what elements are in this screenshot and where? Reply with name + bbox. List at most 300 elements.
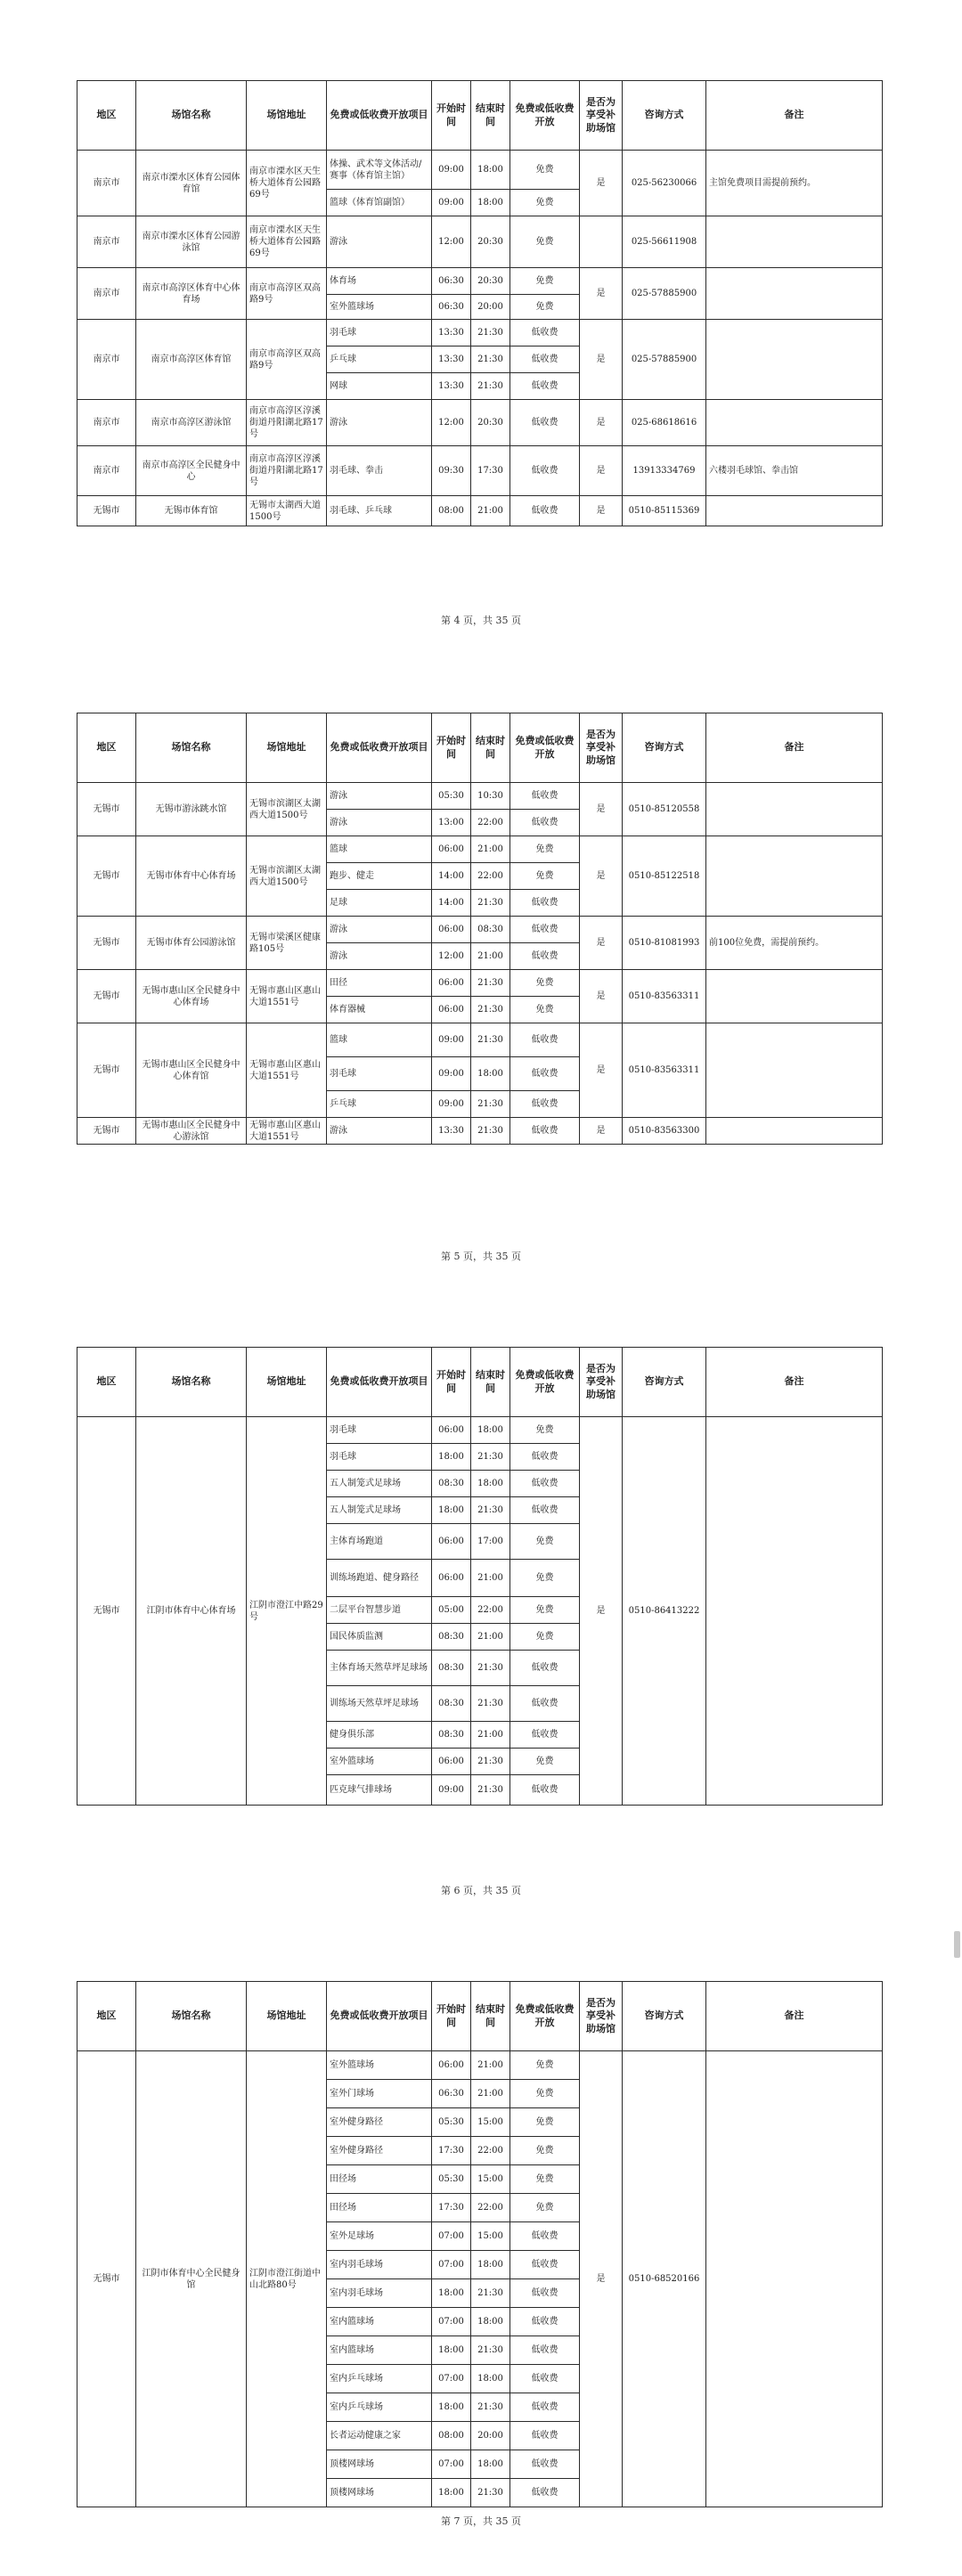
start-time-cell: 13:00	[432, 810, 471, 836]
fee-type-cell: 低收费	[510, 2479, 580, 2507]
end-time-cell: 22:00	[471, 810, 510, 836]
column-header: 备注	[706, 1982, 883, 2051]
remark-cell	[706, 1118, 883, 1145]
column-header: 咨询方式	[623, 713, 706, 783]
end-time-cell: 21:30	[471, 1686, 510, 1722]
end-time-cell: 21:30	[471, 2279, 510, 2308]
table-row	[77, 783, 883, 810]
start-time-cell: 08:30	[432, 1471, 471, 1497]
fee-type-cell: 低收费	[510, 1444, 580, 1471]
fee-type-cell: 低收费	[510, 496, 580, 526]
page-footer: 第 4 页，共 35 页	[441, 615, 521, 626]
venue-name-cell: 无锡市惠山区全民健身中心体育馆	[136, 1023, 247, 1118]
open-item-cell: 室外篮球场	[327, 2051, 432, 2080]
end-time-cell: 18:00	[471, 1057, 510, 1091]
open-item-cell: 羽毛球、拳击	[327, 446, 432, 496]
open-item-cell: 训练场天然草坪足球场	[327, 1686, 432, 1722]
fee-type-cell: 低收费	[510, 2336, 580, 2365]
table-row	[77, 400, 883, 446]
column-header: 地区	[77, 81, 136, 151]
column-header: 地区	[77, 713, 136, 783]
fee-type-cell: 免费	[510, 1417, 580, 1444]
open-item-cell: 室外门球场	[327, 2080, 432, 2108]
end-time-cell: 20:00	[471, 2422, 510, 2450]
remark-cell: 六楼羽毛球馆、拳击馆	[706, 446, 883, 496]
start-time-cell: 08:00	[432, 2422, 471, 2450]
table-header	[77, 713, 883, 783]
end-time-cell: 21:30	[471, 346, 510, 373]
venue-address-cell: 无锡市太湖西大道1500号	[247, 496, 327, 526]
open-item-cell: 跑步、健走	[327, 863, 432, 890]
subsidy-cell: 是	[580, 268, 623, 320]
column-header: 开始时间	[432, 713, 471, 783]
header-row	[77, 1348, 883, 1417]
open-item-cell: 网球	[327, 373, 432, 400]
open-item-cell: 顶楼网球场	[327, 2479, 432, 2507]
open-item-cell: 室内乒乓球场	[327, 2393, 432, 2422]
region-cell: 南京市	[77, 400, 136, 446]
end-time-cell: 18:00	[471, 190, 510, 216]
fee-type-cell: 低收费	[510, 1651, 580, 1686]
subsidy-cell: 是	[580, 2051, 623, 2507]
venue-address-cell: 江阴市澄江中路29号	[247, 1417, 327, 1806]
region-cell: 南京市	[77, 320, 136, 400]
contact-phone-cell: 025-57885900	[623, 268, 706, 320]
fee-type-cell: 低收费	[510, 810, 580, 836]
start-time-cell: 13:30	[432, 346, 471, 373]
remark-cell: 前100位免费，需提前预约。	[706, 917, 883, 970]
end-time-cell: 21:30	[471, 1118, 510, 1145]
table-header	[77, 1982, 883, 2051]
column-header: 场馆地址	[247, 1348, 327, 1417]
table-body	[77, 1417, 883, 1806]
fee-type-cell: 低收费	[510, 1023, 580, 1057]
subsidy-cell: 是	[580, 400, 623, 446]
start-time-cell: 12:00	[432, 216, 471, 268]
fee-type-cell: 免费	[510, 836, 580, 863]
column-header: 备注	[706, 1348, 883, 1417]
end-time-cell: 22:00	[471, 2194, 510, 2222]
start-time-cell: 18:00	[432, 2479, 471, 2507]
open-item-cell: 游泳	[327, 943, 432, 970]
remark-cell	[706, 400, 883, 446]
venue-address-cell: 无锡市梁溪区健康路105号	[247, 917, 327, 970]
start-time-cell: 08:30	[432, 1624, 471, 1651]
fee-type-cell: 低收费	[510, 2308, 580, 2336]
start-time-cell: 06:00	[432, 1524, 471, 1560]
end-time-cell: 21:30	[471, 1651, 510, 1686]
venue-table	[77, 1347, 883, 1806]
end-time-cell: 21:30	[471, 890, 510, 917]
scrollbar-thumb[interactable]	[954, 1931, 960, 1958]
fee-type-cell: 低收费	[510, 2251, 580, 2279]
venue-name-cell: 南京市高淳区体育馆	[136, 320, 247, 400]
start-time-cell: 14:00	[432, 890, 471, 917]
fee-type-cell: 免费	[510, 268, 580, 295]
fee-type-cell: 免费	[510, 1624, 580, 1651]
start-time-cell: 08:30	[432, 1686, 471, 1722]
end-time-cell: 18:00	[471, 151, 510, 190]
open-item-cell: 足球	[327, 890, 432, 917]
end-time-cell: 21:00	[471, 943, 510, 970]
fee-type-cell: 低收费	[510, 917, 580, 943]
contact-phone-cell: 13913334769	[623, 446, 706, 496]
column-header: 场馆名称	[136, 1982, 247, 2051]
start-time-cell: 07:00	[432, 2450, 471, 2479]
end-time-cell: 21:00	[471, 2080, 510, 2108]
start-time-cell: 07:00	[432, 2308, 471, 2336]
venue-address-cell: 南京市高淳区双高路9号	[247, 268, 327, 320]
start-time-cell: 07:00	[432, 2251, 471, 2279]
open-item-cell: 乒乓球	[327, 346, 432, 373]
open-item-cell: 室内羽毛球场	[327, 2279, 432, 2308]
venue-address-cell: 无锡市惠山区惠山大道1551号	[247, 1023, 327, 1118]
start-time-cell: 17:30	[432, 2194, 471, 2222]
column-header: 场馆名称	[136, 713, 247, 783]
column-header: 免费或低收费开放	[510, 1982, 580, 2051]
end-time-cell: 20:30	[471, 400, 510, 446]
start-time-cell: 06:00	[432, 997, 471, 1023]
fee-type-cell: 低收费	[510, 2279, 580, 2308]
contact-phone-cell: 0510-81081993	[623, 917, 706, 970]
remark-cell	[706, 970, 883, 1023]
start-time-cell: 06:00	[432, 1417, 471, 1444]
end-time-cell: 18:00	[471, 2308, 510, 2336]
start-time-cell: 13:30	[432, 320, 471, 346]
venue-name-cell: 无锡市体育馆	[136, 496, 247, 526]
start-time-cell: 06:30	[432, 295, 471, 320]
fee-type-cell: 低收费	[510, 2365, 580, 2393]
remark-cell: 主馆免费项目需提前预约。	[706, 151, 883, 216]
fee-type-cell: 免费	[510, 295, 580, 320]
subsidy-cell: 是	[580, 1118, 623, 1145]
subsidy-cell: 是	[580, 917, 623, 970]
fee-type-cell: 免费	[510, 2165, 580, 2194]
open-item-cell: 田径	[327, 970, 432, 997]
fee-type-cell: 低收费	[510, 1722, 580, 1749]
fee-type-cell: 低收费	[510, 320, 580, 346]
start-time-cell: 14:00	[432, 863, 471, 890]
start-time-cell: 07:00	[432, 2365, 471, 2393]
region-cell: 无锡市	[77, 1118, 136, 1145]
contact-phone-cell: 0510-83563311	[623, 1023, 706, 1118]
venue-name-cell: 南京市溧水区体育公园体育馆	[136, 151, 247, 216]
venue-name-cell: 江阴市体育中心体育场	[136, 1417, 247, 1806]
contact-phone-cell: 025-56230066	[623, 151, 706, 216]
venue-address-cell: 南京市高淳区淳溪街道丹阳湖北路17号	[247, 400, 327, 446]
venue-address-cell: 江阴市澄江街道中山北路80号	[247, 2051, 327, 2507]
open-item-cell: 篮球	[327, 1023, 432, 1057]
contact-phone-cell: 0510-85120558	[623, 783, 706, 836]
open-item-cell: 体育器械	[327, 997, 432, 1023]
fee-type-cell: 低收费	[510, 1686, 580, 1722]
start-time-cell: 18:00	[432, 2279, 471, 2308]
fee-type-cell: 低收费	[510, 1057, 580, 1091]
column-header: 备注	[706, 81, 883, 151]
contact-phone-cell: 025-68618616	[623, 400, 706, 446]
end-time-cell: 22:00	[471, 863, 510, 890]
start-time-cell: 06:00	[432, 1560, 471, 1597]
remark-cell	[706, 496, 883, 526]
fee-type-cell: 免费	[510, 190, 580, 216]
open-item-cell: 室外篮球场	[327, 295, 432, 320]
subsidy-cell: 是	[580, 151, 623, 216]
contact-phone-cell: 0510-68520166	[623, 2051, 706, 2507]
start-time-cell: 13:30	[432, 373, 471, 400]
fee-type-cell: 免费	[510, 1560, 580, 1597]
end-time-cell: 21:30	[471, 1091, 510, 1118]
subsidy-cell: 是	[580, 496, 623, 526]
end-time-cell: 21:30	[471, 1749, 510, 1775]
venue-address-cell: 南京市溧水区天生桥大道体育公园路69号	[247, 151, 327, 216]
open-item-cell: 室内乒乓球场	[327, 2365, 432, 2393]
start-time-cell: 13:30	[432, 1118, 471, 1145]
start-time-cell: 06:00	[432, 836, 471, 863]
remark-cell	[706, 783, 883, 836]
fee-type-cell: 免费	[510, 2137, 580, 2165]
contact-phone-cell: 0510-83563311	[623, 970, 706, 1023]
start-time-cell: 05:30	[432, 2165, 471, 2194]
remark-cell	[706, 2051, 883, 2507]
end-time-cell: 21:30	[471, 373, 510, 400]
subsidy-cell: 是	[580, 836, 623, 917]
region-cell: 南京市	[77, 151, 136, 216]
venue-table	[77, 713, 883, 1145]
venue-name-cell: 南京市高淳区游泳馆	[136, 400, 247, 446]
start-time-cell: 08:30	[432, 1651, 471, 1686]
end-time-cell: 20:00	[471, 295, 510, 320]
open-item-cell: 篮球	[327, 836, 432, 863]
start-time-cell: 18:00	[432, 2393, 471, 2422]
open-item-cell: 二层平台智慧步道	[327, 1597, 432, 1624]
fee-type-cell: 低收费	[510, 446, 580, 496]
column-header: 场馆地址	[247, 81, 327, 151]
start-time-cell: 12:00	[432, 400, 471, 446]
fee-type-cell: 免费	[510, 1524, 580, 1560]
column-header: 免费或低收费开放	[510, 1348, 580, 1417]
start-time-cell: 09:00	[432, 151, 471, 190]
remark-cell	[706, 836, 883, 917]
fee-type-cell: 低收费	[510, 943, 580, 970]
header-row	[77, 81, 883, 151]
end-time-cell: 22:00	[471, 1597, 510, 1624]
open-item-cell: 田径场	[327, 2194, 432, 2222]
column-header: 开始时间	[432, 81, 471, 151]
column-header: 免费或低收费开放	[510, 713, 580, 783]
open-item-cell: 国民体质监测	[327, 1624, 432, 1651]
fee-type-cell: 低收费	[510, 783, 580, 810]
open-item-cell: 羽毛球	[327, 320, 432, 346]
end-time-cell: 15:00	[471, 2108, 510, 2137]
end-time-cell: 15:00	[471, 2222, 510, 2251]
column-header: 是否为享受补助场馆	[580, 81, 623, 151]
start-time-cell: 06:00	[432, 1749, 471, 1775]
column-header: 场馆地址	[247, 1982, 327, 2051]
venue-address-cell: 南京市高淳区淳溪街道丹阳湖北路17号	[247, 446, 327, 496]
open-item-cell: 室内羽毛球场	[327, 2251, 432, 2279]
page-footer: 第 7 页，共 35 页	[441, 2515, 521, 2527]
start-time-cell: 12:00	[432, 943, 471, 970]
fee-type-cell: 免费	[510, 1749, 580, 1775]
table-row	[77, 151, 883, 190]
fee-type-cell: 低收费	[510, 2393, 580, 2422]
open-item-cell: 游泳	[327, 1118, 432, 1145]
subsidy-cell: 是	[580, 1023, 623, 1118]
header-row	[77, 713, 883, 783]
venue-address-cell: 无锡市滨湖区太湖西大道1500号	[247, 836, 327, 917]
column-header: 免费或低收费开放项目	[327, 1982, 432, 2051]
fee-type-cell: 低收费	[510, 1775, 580, 1806]
end-time-cell: 20:30	[471, 268, 510, 295]
open-item-cell: 五人制笼式足球场	[327, 1497, 432, 1524]
column-header: 结束时间	[471, 1982, 510, 2051]
fee-type-cell: 低收费	[510, 2422, 580, 2450]
region-cell: 无锡市	[77, 783, 136, 836]
remark-cell	[706, 320, 883, 400]
fee-type-cell: 低收费	[510, 1091, 580, 1118]
start-time-cell: 09:00	[432, 1023, 471, 1057]
start-time-cell: 05:30	[432, 783, 471, 810]
venue-table	[77, 1981, 883, 2507]
end-time-cell: 21:30	[471, 970, 510, 997]
start-time-cell: 06:00	[432, 2051, 471, 2080]
region-cell: 无锡市	[77, 917, 136, 970]
table-row	[77, 446, 883, 496]
region-cell: 无锡市	[77, 1417, 136, 1806]
table-row	[77, 2051, 883, 2080]
fee-type-cell: 免费	[510, 2194, 580, 2222]
table-body	[77, 2051, 883, 2507]
open-item-cell: 顶楼网球场	[327, 2450, 432, 2479]
venue-name-cell: 无锡市体育中心体育场	[136, 836, 247, 917]
region-cell: 无锡市	[77, 836, 136, 917]
open-item-cell: 室内篮球场	[327, 2308, 432, 2336]
end-time-cell: 21:30	[471, 1023, 510, 1057]
column-header: 开始时间	[432, 1982, 471, 2051]
column-header: 地区	[77, 1348, 136, 1417]
fee-type-cell: 低收费	[510, 1118, 580, 1145]
venue-name-cell: 江阴市体育中心全民健身馆	[136, 2051, 247, 2507]
table-body	[77, 151, 883, 526]
fee-type-cell: 免费	[510, 2108, 580, 2137]
table-row	[77, 1417, 883, 1444]
subsidy-cell: 是	[580, 320, 623, 400]
open-item-cell: 游泳	[327, 917, 432, 943]
open-item-cell: 羽毛球、乒乓球	[327, 496, 432, 526]
remark-cell	[706, 1417, 883, 1806]
venue-address-cell: 南京市溧水区天生桥大道体育公园路69号	[247, 216, 327, 268]
table-row	[77, 917, 883, 943]
open-item-cell: 游泳	[327, 400, 432, 446]
column-header: 备注	[706, 713, 883, 783]
contact-phone-cell: 0510-86413222	[623, 1417, 706, 1806]
table-row	[77, 496, 883, 526]
start-time-cell: 08:00	[432, 496, 471, 526]
start-time-cell: 07:00	[432, 2222, 471, 2251]
table-header	[77, 1348, 883, 1417]
open-item-cell: 游泳	[327, 216, 432, 268]
venue-name-cell: 无锡市游泳跳水馆	[136, 783, 247, 836]
end-time-cell: 21:30	[471, 1444, 510, 1471]
start-time-cell: 08:30	[432, 1722, 471, 1749]
contact-phone-cell: 0510-85115369	[623, 496, 706, 526]
fee-type-cell: 低收费	[510, 890, 580, 917]
open-item-cell: 羽毛球	[327, 1417, 432, 1444]
end-time-cell: 21:00	[471, 496, 510, 526]
venue-name-cell: 无锡市体育公园游泳馆	[136, 917, 247, 970]
subsidy-cell: 是	[580, 783, 623, 836]
subsidy-cell	[580, 216, 623, 268]
start-time-cell: 09:00	[432, 1057, 471, 1091]
end-time-cell: 18:00	[471, 2365, 510, 2393]
column-header: 是否为享受补助场馆	[580, 1348, 623, 1417]
contact-phone-cell: 0510-83563300	[623, 1118, 706, 1145]
column-header: 场馆地址	[247, 713, 327, 783]
end-time-cell: 21:00	[471, 836, 510, 863]
end-time-cell: 21:30	[471, 320, 510, 346]
open-item-cell: 室外健身路径	[327, 2108, 432, 2137]
remark-cell	[706, 268, 883, 320]
table-body	[77, 783, 883, 1145]
region-cell: 南京市	[77, 446, 136, 496]
end-time-cell: 21:30	[471, 997, 510, 1023]
column-header: 结束时间	[471, 1348, 510, 1417]
fee-type-cell: 免费	[510, 151, 580, 190]
start-time-cell: 09:00	[432, 1775, 471, 1806]
open-item-cell: 乒乓球	[327, 1091, 432, 1118]
table-row	[77, 1023, 883, 1057]
open-item-cell: 五人制笼式足球场	[327, 1471, 432, 1497]
venue-name-cell: 无锡市惠山区全民健身中心体育场	[136, 970, 247, 1023]
table-row	[77, 836, 883, 863]
column-header: 咨询方式	[623, 1982, 706, 2051]
contact-phone-cell: 0510-85122518	[623, 836, 706, 917]
fee-type-cell: 低收费	[510, 400, 580, 446]
table-header	[77, 81, 883, 151]
start-time-cell: 06:30	[432, 268, 471, 295]
fee-type-cell: 免费	[510, 216, 580, 268]
column-header: 地区	[77, 1982, 136, 2051]
region-cell: 南京市	[77, 268, 136, 320]
page-footer: 第 6 页，共 35 页	[441, 1885, 521, 1896]
open-item-cell: 游泳	[327, 783, 432, 810]
column-header: 是否为享受补助场馆	[580, 1982, 623, 2051]
page-footer: 第 5 页，共 35 页	[441, 1251, 521, 1262]
subsidy-cell: 是	[580, 1417, 623, 1806]
venue-name-cell: 南京市高淳区全民健身中心	[136, 446, 247, 496]
end-time-cell: 21:30	[471, 2479, 510, 2507]
subsidy-cell: 是	[580, 446, 623, 496]
column-header: 结束时间	[471, 713, 510, 783]
open-item-cell: 匹克球气排球场	[327, 1775, 432, 1806]
end-time-cell: 15:00	[471, 2165, 510, 2194]
column-header: 免费或低收费开放	[510, 81, 580, 151]
end-time-cell: 18:00	[471, 2450, 510, 2479]
venue-address-cell: 无锡市滨湖区太湖西大道1500号	[247, 783, 327, 836]
header-row	[77, 1982, 883, 2051]
start-time-cell: 06:30	[432, 2080, 471, 2108]
fee-type-cell: 低收费	[510, 2222, 580, 2251]
open-item-cell: 主体育场跑道	[327, 1524, 432, 1560]
open-item-cell: 体操、武术等文体活动/赛事（体育馆主馆）	[327, 151, 432, 190]
start-time-cell: 09:00	[432, 190, 471, 216]
start-time-cell: 05:30	[432, 2108, 471, 2137]
fee-type-cell: 免费	[510, 1597, 580, 1624]
venue-address-cell: 南京市高淳区双高路9号	[247, 320, 327, 400]
fee-type-cell: 低收费	[510, 1497, 580, 1524]
end-time-cell: 21:30	[471, 2336, 510, 2365]
open-item-cell: 主体育场天然草坪足球场	[327, 1651, 432, 1686]
